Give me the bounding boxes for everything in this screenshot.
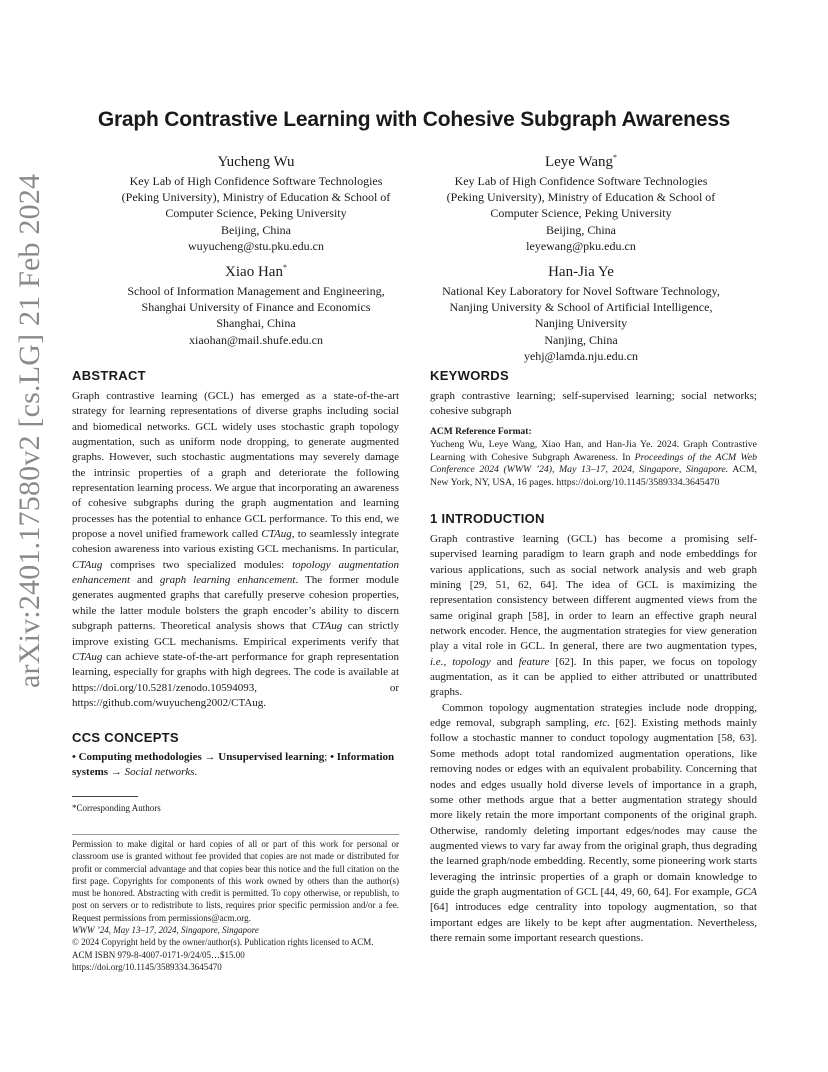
abstract-heading: ABSTRACT bbox=[72, 368, 146, 383]
author-affiliation: Computer Science, Peking University bbox=[490, 206, 672, 221]
author-block-1 bbox=[96, 148, 416, 254]
arxiv-stamp: arXiv:2401.17580v2 [cs.LG] 21 Feb 2024 bbox=[13, 173, 46, 688]
author-name: Yucheng Wu bbox=[217, 154, 295, 170]
ccs-heading: CCS CONCEPTS bbox=[72, 730, 179, 745]
intro-paragraph-1: Graph contrastive learning (GCL) has become a promising self-supervised learning paradigm to learn graph and node embeddings for various applications, such as social network analysis and web graph mining [29, 51, 62, 64]. The idea of GCL is maximizing the representation consistency between different augmented views from the same original graph [58], in order to learn an effective graph neural network encoder. Hence, the augmentation strategies for view generation play a vital role in GCL. In general, there are two augmentation types, i.e., topology and feature [62]. In this paper, we focus on topology augmentation, as it can be applied to either attributed or unattributed graphs. bbox=[430, 533, 758, 699]
isbn: ACM ISBN 979-8-4007-0171-9/24/05…$15.00 bbox=[72, 949, 245, 960]
keywords-text: graph contrastive learning; self-supervised learning; social networks; cohesive subgraph bbox=[430, 390, 757, 418]
author-block-3 bbox=[86, 258, 426, 348]
intro-heading: 1 INTRODUCTION bbox=[430, 511, 545, 526]
permission-rule bbox=[72, 834, 399, 835]
author-email: leyewang@pku.edu.cn bbox=[526, 238, 636, 253]
author-affiliation: Beijing, China bbox=[221, 222, 291, 237]
author-affiliation: Beijing, China bbox=[546, 222, 616, 237]
author-affiliation: Shanghai University of Finance and Economics bbox=[141, 300, 371, 315]
author-affiliation: Nanjing University bbox=[534, 316, 628, 331]
author-mark: * bbox=[613, 153, 618, 162]
doi: https://doi.org/10.1145/3589334.3645470 bbox=[72, 961, 222, 972]
keywords-heading: KEYWORDS bbox=[430, 368, 509, 383]
author-affiliation: Computer Science, Peking University bbox=[165, 206, 347, 221]
intro-paragraph-2: Common topology augmentation strategies include node dropping, edge removal, subgraph sampling, etc. [62]. Existing methods mainly follow a stochastic manner to conduct topology augmentation [58, 63]. Some methods adopt total randomized augmentation operations, like removing nodes or edges with an equivalent probability. Concerning that nodes and edges usually hold diverse levels of importance in a graph, some other methods argue that a better augmentation strategy should more likely retain the more important components of the original graph. Otherwise, randomly deleting important edges/nodes may cause the augmented views to vary far away from the original graph, thus degrading the learned graph/node embedding. Recently, some pioneering work starts leveraging the intrinsic properties of a graph or domain knowledge to guide the graph augmentation of GCL [44, 49, 60, 64]. For example, GCA [64] introduces edge centrality into topology augmentation, so that important edges are likely to be kept after augmentation. Nevertheless, there remain some important research questions. bbox=[430, 701, 757, 944]
venue: WWW ’24, May 13–17, 2024, Singapore, Singapore bbox=[72, 925, 259, 936]
author-name: Leye Wang bbox=[544, 154, 614, 170]
author-affiliation: Nanjing, China bbox=[544, 332, 618, 347]
footnote: *Corresponding Authors bbox=[72, 803, 161, 813]
author-affiliation: Nanjing University & School of Artificial Intelligence, bbox=[449, 300, 713, 315]
author-affiliation: Shanghai, China bbox=[216, 316, 296, 331]
copyright: © 2024 Copyright held by the owner/author(s). Publication rights licensed to ACM. bbox=[72, 937, 374, 948]
author-affiliation: (Peking University), Ministry of Education & School of bbox=[121, 190, 391, 205]
acm-reference-text: Yucheng Wu, Leye Wang, Xiao Han, and Han-Jia Ye. 2024. Graph Contrastive Learning with Cohesive Subgraph Awareness. In Proceedings of the ACM Web Conference 2024 (WWW ’24), May 13–17, 2024, Singapore, Singapore. ACM, New York, NY, USA, 16 pages. https://doi.org/10.1145/3589334.3645470 bbox=[430, 439, 757, 488]
author-affiliation: School of Information Management and Engineering, bbox=[127, 284, 385, 298]
author-mark: * bbox=[282, 263, 287, 272]
permission-block bbox=[72, 838, 399, 973]
author-email: yehj@lamda.nju.edu.cn bbox=[523, 348, 639, 363]
ccs-concepts: • Computing methodologies → Unsupervised learning; • Information systems → Social networks. bbox=[72, 751, 395, 779]
permission-text: Permission to make digital or hard copies of all or part of this work for personal or classroom use is granted without fee provided that copies are not made or distributed for profit or commercial advantage and that copies bear this notice and the full citation on the first page. Copyrights for components of this work owned by others than the author(s) must be honored. Abstracting with credit is permitted. To copy otherwise, or republish, to post on servers or to redistribute to lists, requires prior specific permission and/or a fee. Request permissions from permissions@acm.org. bbox=[72, 839, 399, 923]
author-affiliation: National Key Laboratory for Novel Software Technology, bbox=[442, 284, 720, 298]
paper-title: Graph Contrastive Learning with Cohesive Subgraph Awareness bbox=[97, 108, 731, 131]
author-affiliation: (Peking University), Ministry of Education & School of bbox=[446, 190, 716, 205]
acm-reference-heading: ACM Reference Format: bbox=[430, 427, 532, 437]
author-name: Xiao Han bbox=[225, 264, 283, 280]
author-name: Han-Jia Ye bbox=[548, 264, 614, 280]
author-email: wuyucheng@stu.pku.edu.cn bbox=[187, 238, 325, 253]
author-email: xiaohan@mail.shufe.edu.cn bbox=[188, 332, 323, 347]
footnote-rule bbox=[72, 796, 138, 797]
abstract-text: Graph contrastive learning (GCL) has emerged as a state-of-the-art strategy for learning representations of diverse graphs including social and biomedical networks. GCL widely uses stochastic graph topology augmentation, such as uniform node dropping, to generate augmented graphs. However, such stochastic augmentations may severely damage the intrinsic properties of a graph and deteriorate the following representation learning process. We argue that incorporating an awareness of cohesive subgraphs during the graph augmentation and learning processes has the potential to enhance GCL performance. To this end, we propose a novel unified framework called CTAug, to seamlessly integrate cohesion awareness into various existing GCL mechanisms. In particular, CTAug comprises two specialized modules: topology augmentation enhancement and graph learning enhancement. The former module generates augmented graphs that carefully preserve cohesion properties, while the latter module bolsters the graph encoder’s ability to discern subgraph patterns. Theoretical analysis shows that CTAug can strictly improve existing GCL mechanisms. Empirical experiments verify that CTAug can achieve state-of-the-art performance for graph representation learning, especially for graphs with high degrees. The code is available at https://doi.org/10.5281/zenodo.10594093, or https://github.com/wuyucheng2002/CTAug. bbox=[72, 390, 399, 709]
author-block-2 bbox=[406, 148, 756, 254]
intro-text bbox=[430, 532, 757, 946]
author-affiliation: Key Lab of High Confidence Software Technologies bbox=[129, 174, 383, 188]
author-affiliation: Key Lab of High Confidence Software Technologies bbox=[454, 174, 708, 188]
author-block-4 bbox=[406, 258, 756, 364]
